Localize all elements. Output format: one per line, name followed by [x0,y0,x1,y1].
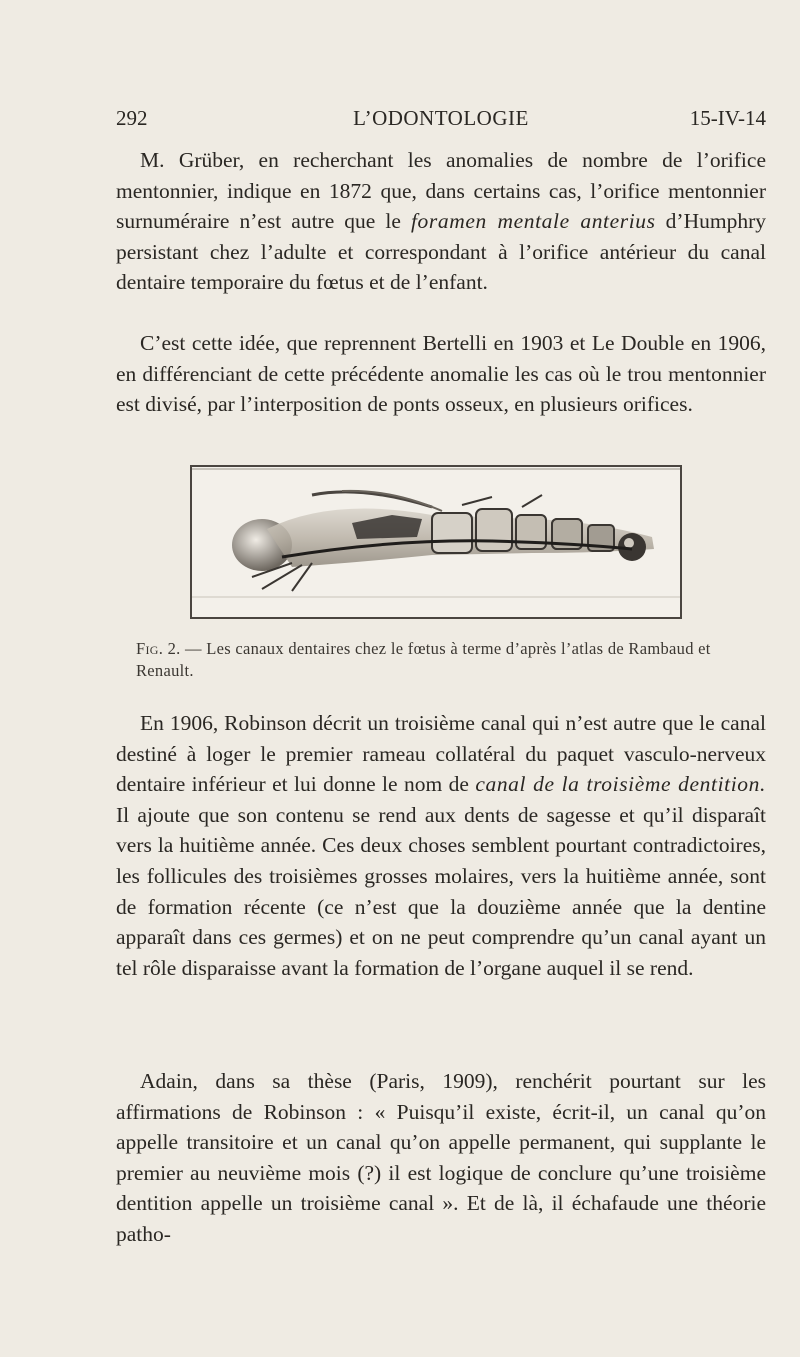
figure-caption [136,638,764,682]
fetal-jaw-illustration [192,467,680,617]
paragraph-3-italic: canal de la troisième dentition. [475,772,766,797]
paragraph-4-text: Adain, dans sa thèse (Paris, 1909), renchérit pourtant sur les affirmations de Robinson : « Puisqu’il existe, écrit-il, un canal qu’on appelle transitoire et un canal qu’on appelle permanent, qui supplante le premier au neuvième mois (?) il est logique de conclure qu’une troisième dentition appelle un troisième canal ». Et de là, il échafaude une théorie patho- [116,1069,766,1246]
paragraph-1-italic: foramen mentale anterius [410,209,656,234]
paragraph-2-text: C’est cette idée, que reprennent Bertelli en 1903 et Le Double en 1906, en différenciant de cette précédente anomalie les cas où le trou mentonnier est divisé, par l’interposition de ponts osseux, en plusieurs orifices. [116,331,766,417]
paragraph-3 [116,708,766,983]
paragraph-4 [116,1066,766,1250]
running-header [116,106,766,136]
paragraph-3-text-a: En 1906, Robinson décrit un troisième canal qui n’est autre que le canal destiné à loger le premier rameau collatéral du paquet vasculo-nerveux dentaire inférieur et lui donne le nom de [116,711,766,797]
paragraph-3-text-b: Il ajoute que son contenu se rend aux dents de sagesse et qu’il disparaît vers la huitième année. Ces deux choses semblent pourtant contradictoires, les follicules des troisièmes grosses molaires, vers la huitième année, sont de formation récente (ce n’est que la douzième année que la dentine apparaît dans ces germes) et on ne peut comprendre qu’un canal ayant un tel rôle disparaisse avant la formation de l’organe auquel il se rend. [116,802,766,980]
page-number: 292 [116,106,148,130]
paragraph-1 [116,145,766,298]
journal-title: L’ODONTOLOGIE [353,106,529,130]
figure-label: Fig. 2. [136,639,181,658]
issue-date: 15-IV-14 [689,106,766,130]
paragraph-2 [116,328,766,420]
paragraph-1-text-a: M. Grüber, en recherchant les anomalies de nombre de l’orifice mentonnier, indique en 1872 que, dans certains cas, l’orifice mentonnier surnuméraire n’est autre que le [116,148,766,234]
figure-caption-text: — Les canaux dentaires chez le fœtus à terme d’après l’atlas de Rambaud et Renault. [136,639,711,680]
paragraph-1-text-b: d’Humphry persistant chez l’adulte et correspondant à l’orifice antérieur du canal dentaire temporaire du fœtus et de l’enfant. [116,209,767,295]
figure-2-image [190,465,682,619]
